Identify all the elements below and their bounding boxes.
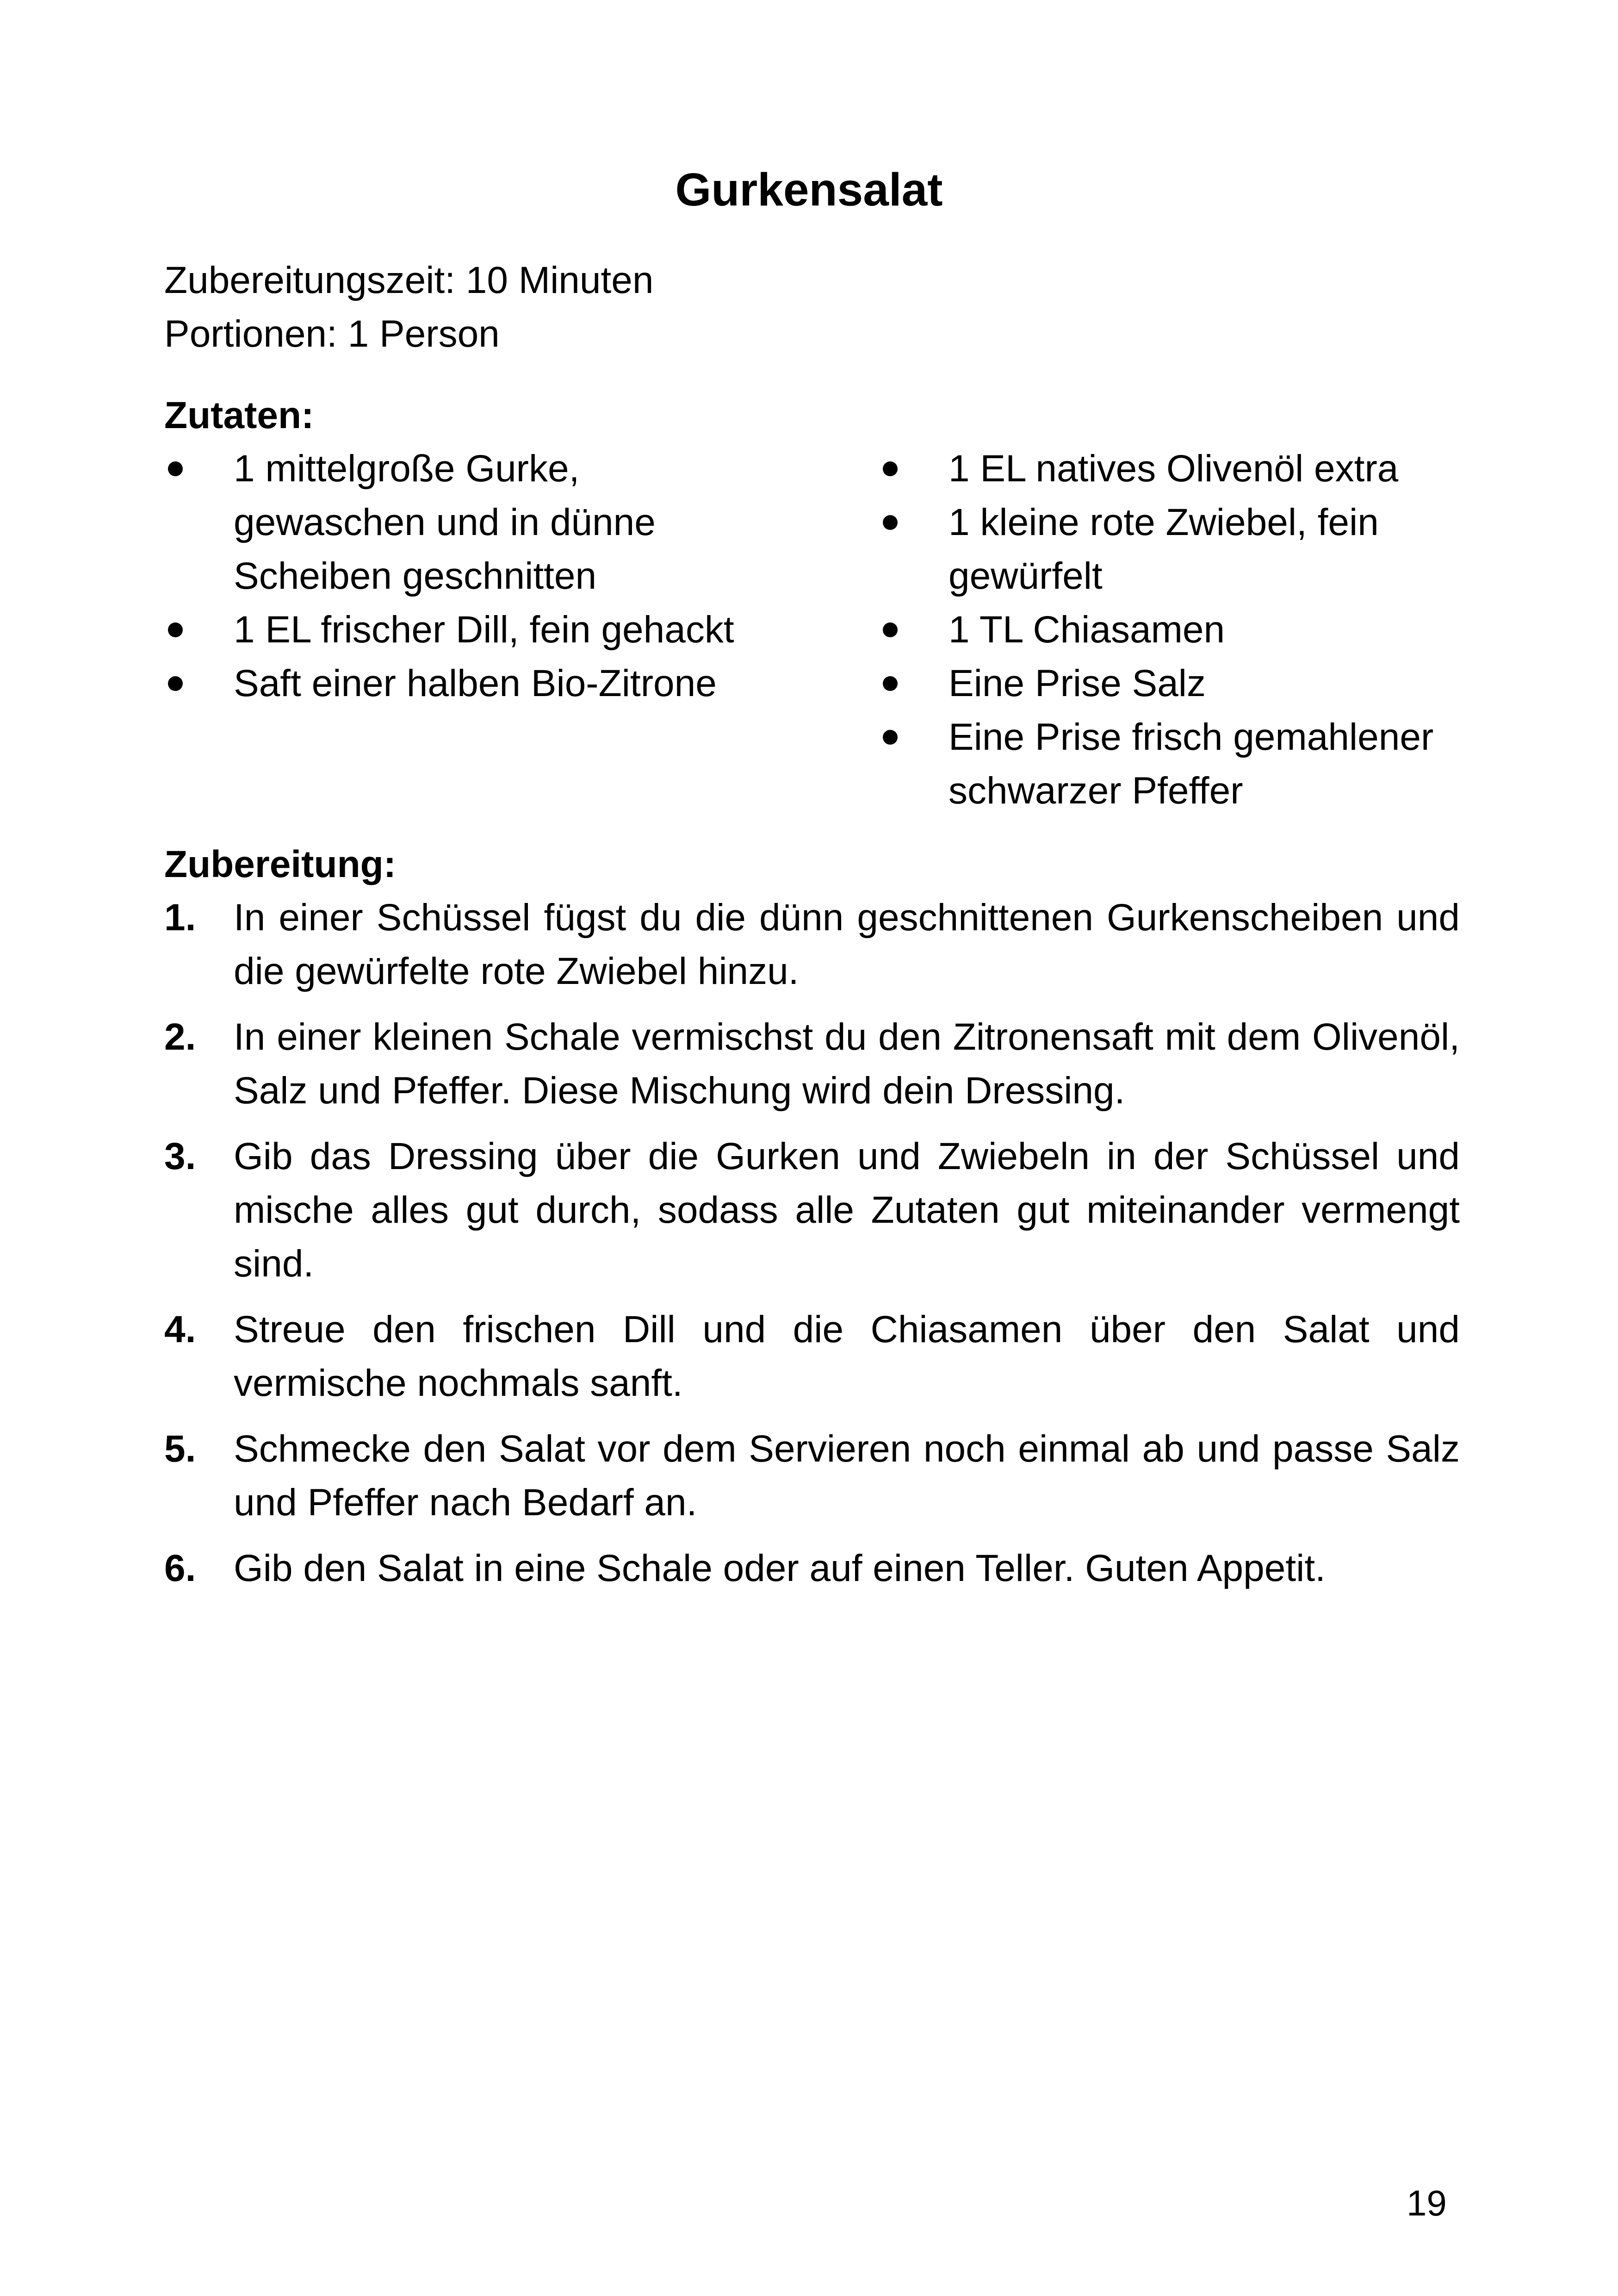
ingredients-column-left bbox=[164, 442, 756, 710]
preparation-step bbox=[164, 1010, 1460, 1118]
servings: Portionen: 1 Person bbox=[164, 313, 500, 355]
step-number: 1. bbox=[164, 896, 196, 939]
ingredient-text: 1 kleine rote Zwiebel, fein gewürfelt bbox=[948, 501, 1379, 597]
ingredient-item bbox=[879, 710, 1471, 818]
ingredient-item bbox=[164, 603, 756, 657]
step-number: 6. bbox=[164, 1547, 196, 1589]
bullet-icon bbox=[883, 461, 898, 476]
step-text: In einer kleinen Schale vermischst du den Zitronensaft mit dem Olivenöl, Salz und Pfeffer. Diese Mischung wird dein Dressing. bbox=[234, 1016, 1460, 1112]
recipe-meta bbox=[164, 254, 654, 361]
preparation-heading: Zubereitung: bbox=[164, 843, 397, 885]
bullet-icon bbox=[883, 730, 898, 745]
preparation-steps bbox=[164, 891, 1460, 1607]
step-number: 3. bbox=[164, 1135, 196, 1177]
step-text: Gib den Salat in eine Schale oder auf einen Teller. Guten Appetit. bbox=[234, 1547, 1326, 1589]
ingredient-text: Eine Prise Salz bbox=[948, 662, 1206, 704]
prep-time: Zubereitungszeit: 10 Minuten bbox=[164, 259, 654, 301]
ingredient-text: 1 TL Chiasamen bbox=[948, 609, 1225, 651]
ingredient-text: 1 EL frischer Dill, fein gehackt bbox=[234, 609, 734, 651]
ingredient-item bbox=[879, 496, 1471, 603]
step-number: 4. bbox=[164, 1308, 196, 1350]
preparation-step bbox=[164, 1130, 1460, 1291]
bullet-icon bbox=[883, 515, 898, 530]
step-text: Streue den frischen Dill und die Chiasamen über den Salat und vermische nochmals sanft. bbox=[234, 1308, 1460, 1404]
ingredient-item bbox=[879, 657, 1471, 710]
preparation-step bbox=[164, 891, 1460, 998]
ingredient-text: 1 mittelgroße Gurke, gewaschen und in dünne Scheiben geschnitten bbox=[234, 448, 656, 597]
bullet-icon bbox=[168, 622, 183, 637]
bullet-icon bbox=[883, 622, 898, 637]
step-number: 2. bbox=[164, 1016, 196, 1058]
bullet-icon bbox=[883, 676, 898, 691]
recipe-title: Gurkensalat bbox=[675, 164, 943, 216]
step-text: Gib das Dressing über die Gurken und Zwiebeln in der Schüssel und mische alles gut durch, sodass alle Zutaten gut miteinander vermengt sind. bbox=[234, 1135, 1460, 1285]
step-text: Schmecke den Salat vor dem Servieren noch einmal ab und passe Salz und Pfeffer nach Bedarf an. bbox=[234, 1428, 1460, 1524]
preparation-step bbox=[164, 1422, 1460, 1530]
page-number: 19 bbox=[1407, 2183, 1447, 2223]
ingredient-item bbox=[879, 603, 1471, 657]
ingredient-item bbox=[164, 657, 756, 710]
ingredients-list bbox=[164, 442, 1460, 821]
preparation-step bbox=[164, 1542, 1460, 1595]
ingredient-text: Eine Prise frisch gemahlener schwarzer Pfeffer bbox=[948, 716, 1434, 812]
step-number: 5. bbox=[164, 1428, 196, 1470]
ingredients-heading: Zutaten: bbox=[164, 394, 314, 436]
ingredient-item bbox=[879, 442, 1471, 496]
preparation-step bbox=[164, 1303, 1460, 1410]
ingredient-item bbox=[164, 442, 756, 603]
ingredients-column-right bbox=[879, 442, 1471, 818]
ingredient-text: Saft einer halben Bio-Zitrone bbox=[234, 662, 717, 704]
step-text: In einer Schüssel fügst du die dünn geschnittenen Gurkenscheiben und die gewürfelte rote Zwiebel hinzu. bbox=[234, 896, 1460, 992]
ingredient-text: 1 EL natives Olivenöl extra bbox=[948, 448, 1399, 490]
bullet-icon bbox=[168, 676, 183, 691]
bullet-icon bbox=[168, 461, 183, 476]
